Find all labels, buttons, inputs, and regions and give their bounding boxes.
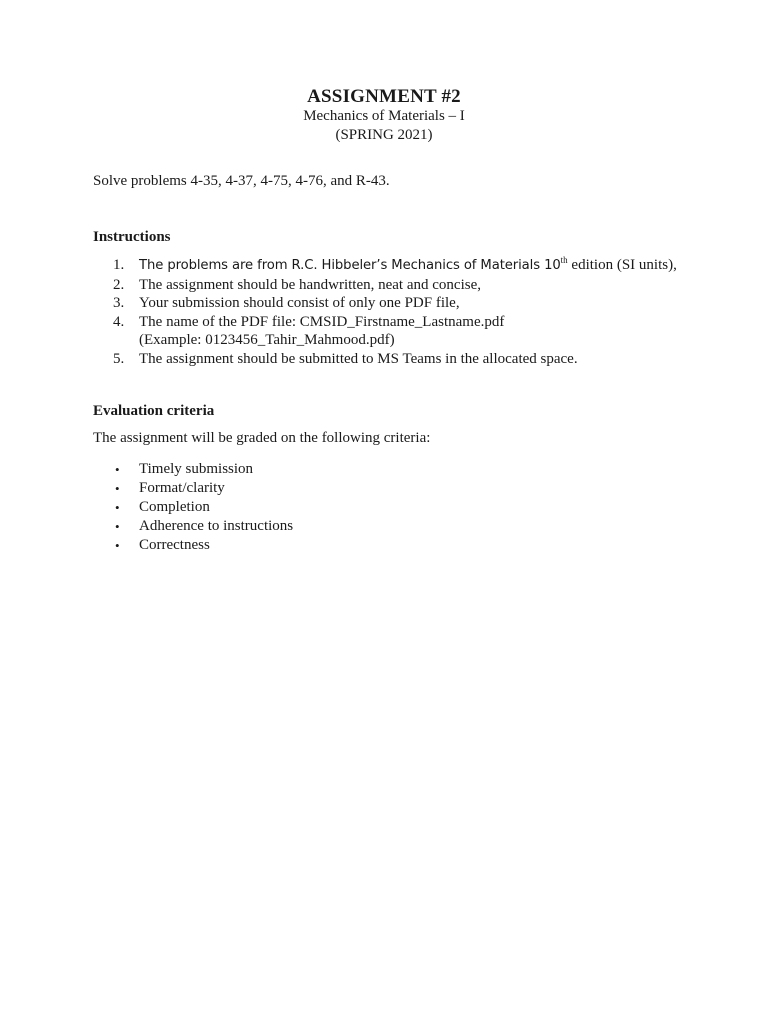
semester-label: (SPRING 2021) [335, 127, 433, 143]
instruction-item [93, 276, 677, 295]
bullet-icon: • [115, 481, 120, 496]
criteria-item [93, 536, 293, 555]
criteria-text: Format/clarity [139, 480, 225, 496]
instruction-text: Your submission should consist of only one PDF file, [139, 295, 460, 311]
bullet-icon: • [115, 500, 120, 515]
criteria-text: Timely submission [139, 461, 254, 477]
instruction-text: The assignment should be handwritten, neat and concise, [139, 276, 481, 293]
problems-statement: Solve problems 4-35, 4-37, 4-75, 4-76, and R-43. [93, 173, 390, 189]
edition-superscript: th [560, 255, 568, 265]
instruction-text: The assignment should be submitted to MS Teams in the allocated space. [139, 350, 578, 367]
instruction-text: The problems are from R.C. Hibbeler’s Mechanics of Materials 10 [139, 258, 561, 273]
instruction-number: 3. [113, 295, 125, 311]
criteria-text: Correctness [139, 537, 210, 553]
instructions-heading: Instructions [93, 229, 171, 245]
instruction-number: 1. [113, 257, 125, 273]
criteria-item [93, 517, 293, 536]
criteria-item [93, 498, 293, 517]
instruction-item [93, 350, 677, 369]
evaluation-intro: The assignment will be graded on the following criteria: [93, 430, 431, 446]
instruction-number: 2. [113, 276, 125, 293]
criteria-list [93, 460, 293, 555]
instruction-number: 4. [113, 313, 125, 330]
instruction-text: The name of the PDF file: CMSID_Firstname_Lastname.pdf [139, 313, 505, 330]
instructions-list [93, 256, 677, 368]
instruction-item [93, 256, 677, 276]
criteria-item [93, 479, 293, 498]
bullet-icon: • [115, 519, 120, 534]
evaluation-heading: Evaluation criteria [93, 403, 215, 419]
bullet-icon: • [115, 462, 120, 477]
course-subtitle: Mechanics of Materials – I [303, 108, 465, 124]
criteria-text: Completion [139, 499, 210, 515]
instruction-number: 5. [113, 350, 125, 367]
filename-example: (Example: 0123456_Tahir_Mahmood.pdf) [139, 332, 395, 348]
instruction-text-tail: edition (SI units), [567, 257, 677, 273]
criteria-text: Adherence to instructions [139, 518, 294, 534]
bullet-icon: • [115, 538, 120, 553]
instruction-item [93, 313, 677, 350]
criteria-item [93, 460, 293, 479]
instruction-item [93, 294, 677, 313]
assignment-title: ASSIGNMENT #2 [307, 86, 461, 107]
